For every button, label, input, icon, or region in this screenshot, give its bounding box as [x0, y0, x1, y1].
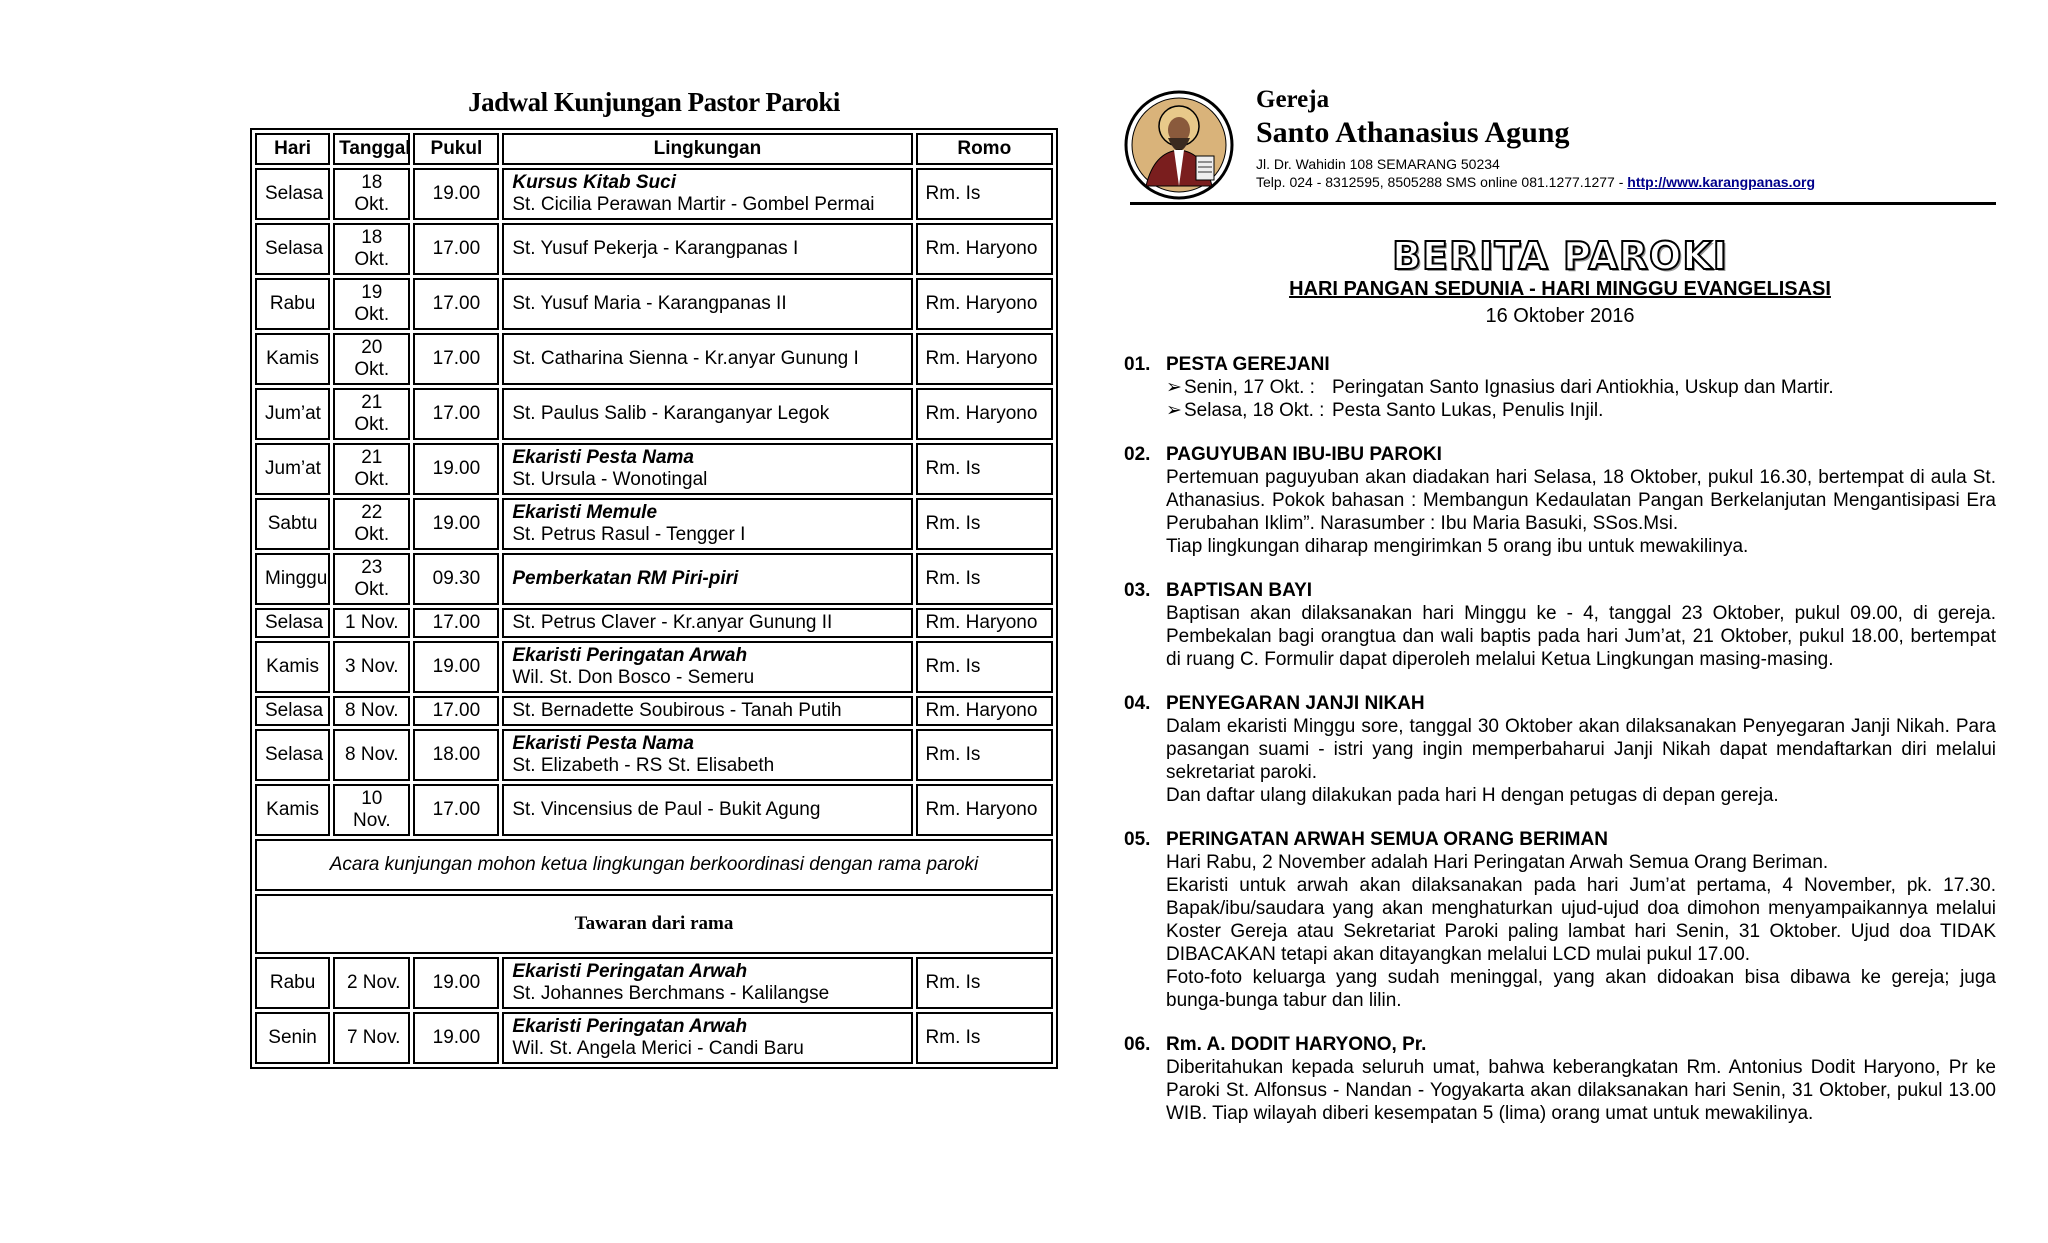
- header-romo: Romo: [916, 133, 1053, 165]
- table-row: [255, 388, 1053, 440]
- lingkungan-name: St. Ursula - Wonotingal: [512, 469, 708, 490]
- table-row: [255, 641, 1053, 693]
- table-row: [255, 957, 1053, 1009]
- event-title: Ekaristi Pesta Nama: [512, 447, 695, 468]
- cell-tanggal: 8 Nov.: [333, 696, 410, 726]
- section-heading: [1124, 829, 1996, 851]
- cell-tanggal: 7 Nov.: [333, 1012, 410, 1064]
- header-tanggal: Tanggal: [333, 133, 410, 165]
- cell-romo: Rm. Haryono: [916, 223, 1053, 275]
- table-row: [255, 784, 1053, 836]
- schedule-table: [250, 128, 1058, 1069]
- cell-romo: Rm. Haryono: [916, 333, 1053, 385]
- feast-name: Pesta Santo Lukas, Penulis Injil.: [1332, 400, 1604, 421]
- section-heading: [1124, 580, 1996, 602]
- cell-pukul: 17.00: [413, 278, 499, 330]
- cell-tanggal: 3 Nov.: [333, 641, 410, 693]
- cell-hari: Selasa: [255, 608, 330, 638]
- cell-pukul: 17.00: [413, 223, 499, 275]
- lingkungan-name: St. Elizabeth - RS St. Elisabeth: [512, 755, 775, 776]
- cell-tanggal: 8 Nov.: [333, 729, 410, 781]
- lingkungan-name: Wil. St. Don Bosco - Semeru: [512, 667, 755, 688]
- bulletin-subtitle: HARI PANGAN SEDUNIA - HARI MINGGU EVANGELISASI: [1289, 278, 1831, 300]
- cell-romo: Rm. Is: [916, 553, 1053, 605]
- cell-lingkungan: [502, 641, 912, 693]
- offer-heading: Tawaran dari rama: [255, 894, 1053, 954]
- cell-romo: Rm. Haryono: [916, 388, 1053, 440]
- arrow-bullet-icon: ➢: [1166, 377, 1182, 398]
- section-pesta-gerejani: [1124, 354, 1996, 422]
- cell-pukul: 19.00: [413, 957, 499, 1009]
- bulletin-date: 16 Oktober 2016: [1485, 305, 1635, 327]
- cell-lingkungan: St. Yusuf Pekerja - Karangpanas I: [502, 223, 912, 275]
- section-paragraph: Pertemuan paguyuban akan diadakan hari Selasa, 18 Oktober, pukul 16.30, bertempat di aula St. Athanasius. Pokok bahasan : Membangun Kedaulatan Pangan Berkelanjutan Mengantisipasi Era Perubahan Iklim”. Narasumber : Ibu Maria Basuki, SSos.Msi.: [1166, 467, 1996, 534]
- cell-lingkungan: St. Bernadette Soubirous - Tanah Putih: [502, 696, 912, 726]
- cell-hari: Kamis: [255, 641, 330, 693]
- section-title: PERINGATAN ARWAH SEMUA ORANG BERIMAN: [1166, 829, 1608, 850]
- cell-hari: Selasa: [255, 696, 330, 726]
- event-title: Ekaristi Memule: [512, 502, 658, 523]
- cell-hari: Rabu: [255, 957, 330, 1009]
- cell-pukul: 19.00: [413, 168, 499, 220]
- table-row: [255, 443, 1053, 495]
- table-row: [255, 223, 1053, 275]
- cell-romo: Rm. Haryono: [916, 608, 1053, 638]
- section-number: 06.: [1124, 1034, 1151, 1055]
- table-row: [255, 696, 1053, 726]
- event-title: Ekaristi Pesta Nama: [512, 733, 695, 754]
- lingkungan-name: St. Petrus Rasul - Tengger I: [512, 524, 746, 545]
- header-pukul: Pukul: [413, 133, 499, 165]
- list-item: [1166, 399, 1996, 422]
- cell-lingkungan: St. Catharina Sienna - Kr.anyar Gunung I: [502, 333, 912, 385]
- cell-pukul: 19.00: [413, 1012, 499, 1064]
- section-title: PAGUYUBAN IBU-IBU PAROKI: [1166, 444, 1442, 465]
- cell-hari: Selasa: [255, 729, 330, 781]
- cell-lingkungan: [502, 168, 912, 220]
- table-row: [255, 168, 1053, 220]
- cell-romo: Rm. Haryono: [916, 696, 1053, 726]
- cell-pukul: 17.00: [413, 388, 499, 440]
- cell-tanggal: 21 Okt.: [333, 388, 410, 440]
- event-title: Ekaristi Peringatan Arwah: [512, 961, 748, 982]
- section-peringatan-arwah: [1124, 829, 1996, 1012]
- section-paragraph: Diberitahukan kepada seluruh umat, bahwa keberangkatan Rm. Antonius Dodit Haryono, Pr ke Paroki St. Alfonsus - Nandan - Yogyakarta akan dilaksanakan hari Senin, 31 Oktober, pukul 13.00 WIB. Tiap wilayah diberi kesempatan 5 (lima) orang umat untuk mewakilinya.: [1166, 1057, 1996, 1124]
- section-paragraph: Dalam ekaristi Minggu sore, tanggal 30 Oktober akan dilaksanakan Penyegaran Janji Nikah. Para pasangan suami - istri yang ingin memperbaharui Janji Nikah dapat mendaftarkan diri melalui sekretariat paroki.: [1166, 716, 1996, 783]
- cell-romo: Rm. Is: [916, 957, 1053, 1009]
- cell-lingkungan: St. Petrus Claver - Kr.anyar Gunung II: [502, 608, 912, 638]
- event-title: Kursus Kitab Suci: [512, 172, 676, 193]
- table-row: [255, 608, 1053, 638]
- cell-hari: Kamis: [255, 333, 330, 385]
- feast-date: Senin, 17 Okt. :: [1184, 377, 1315, 398]
- table-row: [255, 278, 1053, 330]
- section-title: Rm. A. DODIT HARYONO, Pr.: [1166, 1034, 1427, 1055]
- cell-hari: Selasa: [255, 168, 330, 220]
- section-number: 01.: [1124, 354, 1151, 375]
- cell-tanggal: 2 Nov.: [333, 957, 410, 1009]
- cell-romo: Rm. Is: [916, 443, 1053, 495]
- cell-romo: Rm. Is: [916, 498, 1053, 550]
- contact-phones: Telp. 024 - 8312595, 8505288 SMS online 081.1277.1277 -: [1256, 174, 1628, 190]
- table-header-row: [255, 133, 1053, 165]
- lingkungan-name: St. Cicilia Perawan Martir - Gombel Permai: [512, 194, 875, 215]
- header-hari: Hari: [255, 133, 330, 165]
- cell-pukul: 17.00: [413, 608, 499, 638]
- event-title: Ekaristi Peringatan Arwah: [512, 645, 748, 666]
- section-heading: [1124, 1034, 1996, 1056]
- cell-tanggal: 18 Okt.: [333, 223, 410, 275]
- cell-romo: Rm. Haryono: [916, 278, 1053, 330]
- cell-lingkungan: [502, 1012, 912, 1064]
- church-label: Gereja: [1256, 86, 1330, 113]
- cell-tanggal: 20 Okt.: [333, 333, 410, 385]
- event-title: Ekaristi Peringatan Arwah: [512, 1016, 748, 1037]
- table-row: [255, 498, 1053, 550]
- cell-hari: Rabu: [255, 278, 330, 330]
- section-title: BAPTISAN BAYI: [1166, 580, 1313, 601]
- arrow-bullet-icon: ➢: [1166, 400, 1182, 421]
- cell-tanggal: 22 Okt.: [333, 498, 410, 550]
- cell-lingkungan: St. Yusuf Maria - Karangpanas II: [502, 278, 912, 330]
- header-lingkungan: Lingkungan: [502, 133, 912, 165]
- cell-lingkungan: [502, 729, 912, 781]
- cell-romo: Rm. Is: [916, 729, 1053, 781]
- cell-lingkungan: St. Paulus Salib - Karanganyar Legok: [502, 388, 912, 440]
- cell-hari: Minggu: [255, 553, 330, 605]
- cell-hari: Sabtu: [255, 498, 330, 550]
- cell-lingkungan: [502, 553, 912, 605]
- cell-tanggal: 23 Okt.: [333, 553, 410, 605]
- section-dodit-haryono: [1124, 1034, 1996, 1125]
- cell-tanggal: 10 Nov.: [333, 784, 410, 836]
- coordination-note: Acara kunjungan mohon ketua lingkungan berkoordinasi dengan rama paroki: [255, 839, 1053, 891]
- section-paguyuban: [1124, 444, 1996, 558]
- section-heading: [1124, 693, 1996, 715]
- feast-name: Peringatan Santo Ignasius dari Antiokhia, Uskup dan Martir.: [1332, 377, 1834, 398]
- table-row: [255, 553, 1053, 605]
- section-janji-nikah: [1124, 693, 1996, 807]
- offer-heading-row: [255, 894, 1053, 954]
- section-number: 03.: [1124, 580, 1151, 601]
- section-heading: [1124, 444, 1996, 466]
- cell-hari: Senin: [255, 1012, 330, 1064]
- bulletin-sections: [1124, 354, 1996, 1125]
- saint-athanasius-logo: [1124, 86, 1234, 204]
- section-heading: [1124, 354, 1996, 376]
- website-link[interactable]: http://www.karangpanas.org: [1627, 174, 1816, 190]
- schedule-panel: [250, 86, 1058, 1069]
- schedule-title: Jadwal Kunjungan Pastor Paroki: [468, 87, 840, 117]
- section-number: 05.: [1124, 829, 1151, 850]
- cell-tanggal: 21 Okt.: [333, 443, 410, 495]
- cell-lingkungan: [502, 498, 912, 550]
- cell-hari: Jum’at: [255, 388, 330, 440]
- cell-pukul: 18.00: [413, 729, 499, 781]
- header-divider: [1130, 202, 1996, 205]
- cell-pukul: 17.00: [413, 696, 499, 726]
- section-title: PESTA GEREJANI: [1166, 354, 1330, 375]
- cell-hari: Selasa: [255, 223, 330, 275]
- cell-lingkungan: [502, 443, 912, 495]
- cell-hari: Jum’at: [255, 443, 330, 495]
- lingkungan-name: Wil. St. Angela Merici - Candi Baru: [512, 1038, 804, 1059]
- cell-pukul: 19.00: [413, 641, 499, 693]
- cell-pukul: 17.00: [413, 333, 499, 385]
- section-paragraph: Tiap lingkungan diharap mengirimkan 5 orang ibu untuk mewakilinya.: [1166, 536, 1749, 557]
- cell-romo: Rm. Is: [916, 641, 1053, 693]
- cell-tanggal: 19 Okt.: [333, 278, 410, 330]
- cell-pukul: 19.00: [413, 443, 499, 495]
- lingkungan-name: St. Johannes Berchmans - Kalilangse: [512, 983, 830, 1004]
- cell-tanggal: 1 Nov.: [333, 608, 410, 638]
- cell-lingkungan: [502, 957, 912, 1009]
- cell-hari: Kamis: [255, 784, 330, 836]
- church-contact: [1256, 174, 1815, 190]
- church-address: Jl. Dr. Wahidin 108 SEMARANG 50234: [1256, 156, 1500, 172]
- section-paragraph: Dan daftar ulang dilakukan pada hari H dengan petugas di depan gereja.: [1166, 785, 1779, 806]
- section-number: 02.: [1124, 444, 1151, 465]
- section-title: PENYEGARAN JANJI NIKAH: [1166, 693, 1425, 714]
- table-row: [255, 1012, 1053, 1064]
- bulletin-panel: [1124, 86, 1996, 1125]
- section-paragraph: Hari Rabu, 2 November adalah Hari Peringatan Arwah Semua Orang Beriman.: [1166, 852, 1829, 873]
- cell-romo: Rm. Haryono: [916, 784, 1053, 836]
- letterhead: [1124, 86, 1996, 206]
- cell-lingkungan: St. Vincensius de Paul - Bukit Agung: [502, 784, 912, 836]
- section-baptisan: [1124, 580, 1996, 671]
- feast-date: Selasa, 18 Okt. :: [1184, 400, 1325, 421]
- section-paragraph: Baptisan akan dilaksanakan hari Minggu ke - 4, tanggal 23 Oktober, pukul 09.00, di gereja. Pembekalan bagi orangtua dan wali baptis pada hari Jum’at, 21 Oktober, pukul 18.00, bertempat di ruang C. Formulir dapat diperoleh melalui Ketua Lingkungan masing-masing.: [1166, 603, 1996, 670]
- list-item: [1166, 376, 1996, 399]
- table-row: [255, 729, 1053, 781]
- section-number: 04.: [1124, 693, 1151, 714]
- cell-romo: Rm. Is: [916, 1012, 1053, 1064]
- table-row: [255, 333, 1053, 385]
- cell-pukul: 17.00: [413, 784, 499, 836]
- cell-romo: Rm. Is: [916, 168, 1053, 220]
- cell-tanggal: 18 Okt.: [333, 168, 410, 220]
- section-paragraph: Foto-foto keluarga yang sudah meninggal, yang akan didoakan bisa dibawa ke gereja; juga bunga-bunga tabur dan lilin.: [1166, 967, 1996, 1011]
- cell-pukul: 09.30: [413, 553, 499, 605]
- event-title: Pemberkatan RM Piri-piri: [512, 568, 739, 589]
- note-row: [255, 839, 1053, 891]
- bulletin-title: BERITA PAROKI: [1392, 234, 1728, 278]
- section-paragraph: Ekaristi untuk arwah akan dilaksanakan pada hari Jum’at pertama, 4 November, pk. 17.30. Bapak/ibu/saudara yang akan menghaturkan ujud-ujud doa dimohon menyampaikannya melalui Koster Gereja atau Sekretariat Paroki paling lambat hari Senin, 31 Oktober. Ujud doa TIDAK DIBACAKAN tetapi akan ditayangkan melalui LCD mulai pukul 17.00.: [1166, 875, 1996, 965]
- church-name: Santo Athanasius Agung: [1256, 116, 1570, 149]
- cell-pukul: 19.00: [413, 498, 499, 550]
